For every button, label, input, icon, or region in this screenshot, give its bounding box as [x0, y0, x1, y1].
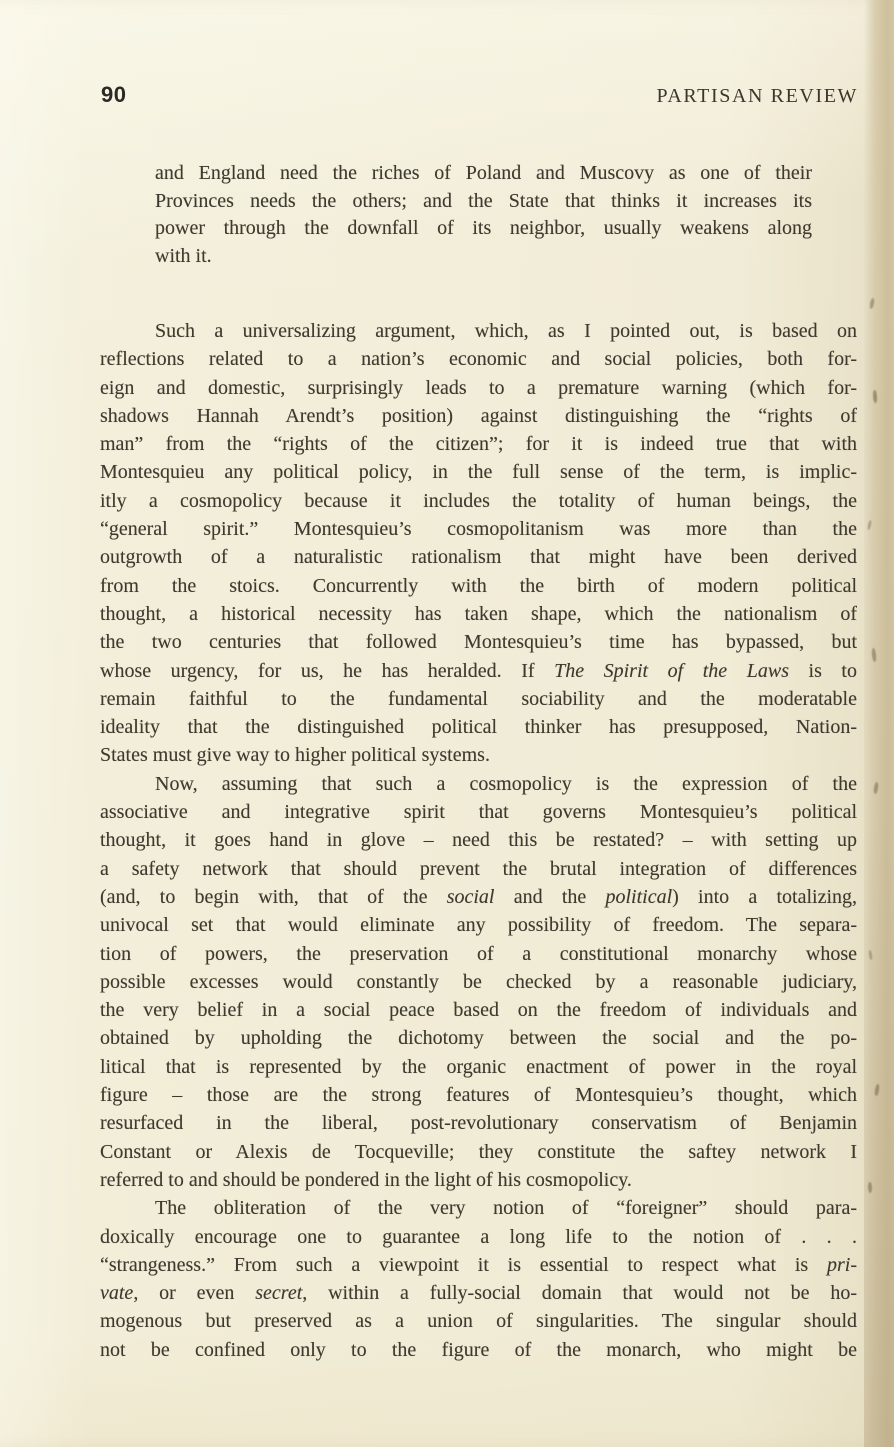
text-line: power through the downfall of its neighbor, usually weakens along [155, 217, 812, 239]
text-line: thought, a historical necessity has taken shape, which the nationalism of [100, 602, 857, 625]
text-line: resurfaced in the liberal, post-revolutionary conservatism of Benjamin [100, 1112, 857, 1135]
text-line: itly a cosmopolicy because it includes the totality of human beings, the [100, 489, 857, 512]
paragraph [100, 770, 857, 1194]
text-line: whose urgency, for us, he has heralded. If The Spirit of the Laws is to [100, 659, 857, 682]
page-number: 90 [101, 82, 127, 107]
text-line: (and, to begin with, that of the social and the political) into a totalizing, [100, 885, 857, 908]
page-edge-mark [874, 1084, 879, 1096]
journal-title: PARTISAN REVIEW [656, 85, 858, 107]
text-line: Provinces needs the others; and the State that thinks it increases its [155, 189, 812, 212]
text-line: Now, assuming that such a cosmopolicy is the expression of the [155, 772, 857, 795]
page-edge-mark [868, 950, 873, 960]
text-line: “strangeness.” From such a viewpoint it is essential to respect what is pri- [100, 1253, 857, 1276]
text-line: thought, it goes hand in glove – need this be restated? – with setting up [100, 829, 857, 852]
text-line: tion of powers, the preservation of a constitutional monarchy whose [100, 942, 857, 965]
text-line: not be confined only to the figure of the monarch, who might be [100, 1338, 857, 1361]
text-line: remain faithful to the fundamental sociability and the moderatable [100, 687, 857, 710]
text-line: vate, or even secret, within a fully-social domain that would not be ho- [100, 1282, 857, 1305]
page-edge-mark [871, 648, 877, 662]
text-line: ideality that the distinguished political thinker has presupposed, Nation- [100, 716, 857, 739]
page-edge-mark [873, 782, 878, 794]
text-line: with it. [155, 244, 212, 267]
text-line: figure – those are the strong features of Montesquieu’s thought, which [100, 1084, 857, 1107]
text-line: The obliteration of the very notion of “foreigner” should para- [155, 1197, 857, 1220]
text-line: “general spirit.” Montesquieu’s cosmopolitanism was more than the [100, 518, 857, 541]
text-line: univocal set that would eliminate any possibility of freedom. The separa- [100, 914, 857, 937]
text-line: the two centuries that followed Montesquieu’s time has bypassed, but [100, 631, 857, 654]
text-line: shadows Hannah Arendt’s position) against distinguishing the “rights of [100, 404, 857, 427]
paragraph [100, 317, 857, 770]
text-line: from the stoics. Concurrently with the birth of modern political [100, 574, 857, 597]
text-line: associative and integrative spirit that governs Montesquieu’s political [100, 801, 857, 824]
text-line: mogenous but preserved as a union of singularities. The singular should [100, 1310, 857, 1333]
text-line: Such a universalizing argument, which, as I pointed out, is based on [155, 320, 857, 342]
page-edge-mark [869, 298, 874, 309]
page-edge-shadow [864, 0, 894, 1447]
text-line: doxically encourage one to guarantee a long life to the notion of . . . [100, 1225, 857, 1248]
text-line: and England need the riches of Poland and Muscovy as one of their [155, 162, 812, 184]
block-quote [155, 160, 812, 270]
paragraph [100, 1194, 857, 1364]
page-edge-mark [867, 520, 872, 530]
text-line: a safety network that should prevent the brutal integration of differences [100, 857, 857, 880]
text-line: man” from the “rights of the citizen”; for it is indeed true that with [100, 433, 857, 456]
text-line: the very belief in a social peace based on the freedom of individuals and [100, 999, 857, 1022]
text-line: referred to and should be pondered in the light of his cosmopolicy. [100, 1168, 632, 1191]
page-body-text [100, 160, 857, 1364]
text-line: Montesquieu any political policy, in the full sense of the term, is implic- [100, 461, 857, 484]
text-line: reflections related to a nation’s economic and social policies, both for- [100, 348, 857, 371]
text-line: outgrowth of a naturalistic rationalism that might have been derived [100, 546, 857, 569]
text-line: Constant or Alexis de Tocqueville; they constitute the saftey network I [100, 1140, 857, 1163]
running-head [101, 82, 858, 108]
text-line: obtained by upholding the dichotomy between the social and the po- [100, 1027, 857, 1050]
page-edge-mark [868, 1182, 873, 1193]
text-line: litical that is represented by the organic enactment of power in the royal [100, 1055, 857, 1078]
page-edge-mark [872, 390, 877, 403]
text-line: eign and domestic, surprisingly leads to a premature warning (which for- [100, 376, 857, 399]
text-line: States must give way to higher political systems. [100, 744, 490, 767]
text-line: possible excesses would constantly be checked by a reasonable judiciary, [100, 970, 857, 993]
